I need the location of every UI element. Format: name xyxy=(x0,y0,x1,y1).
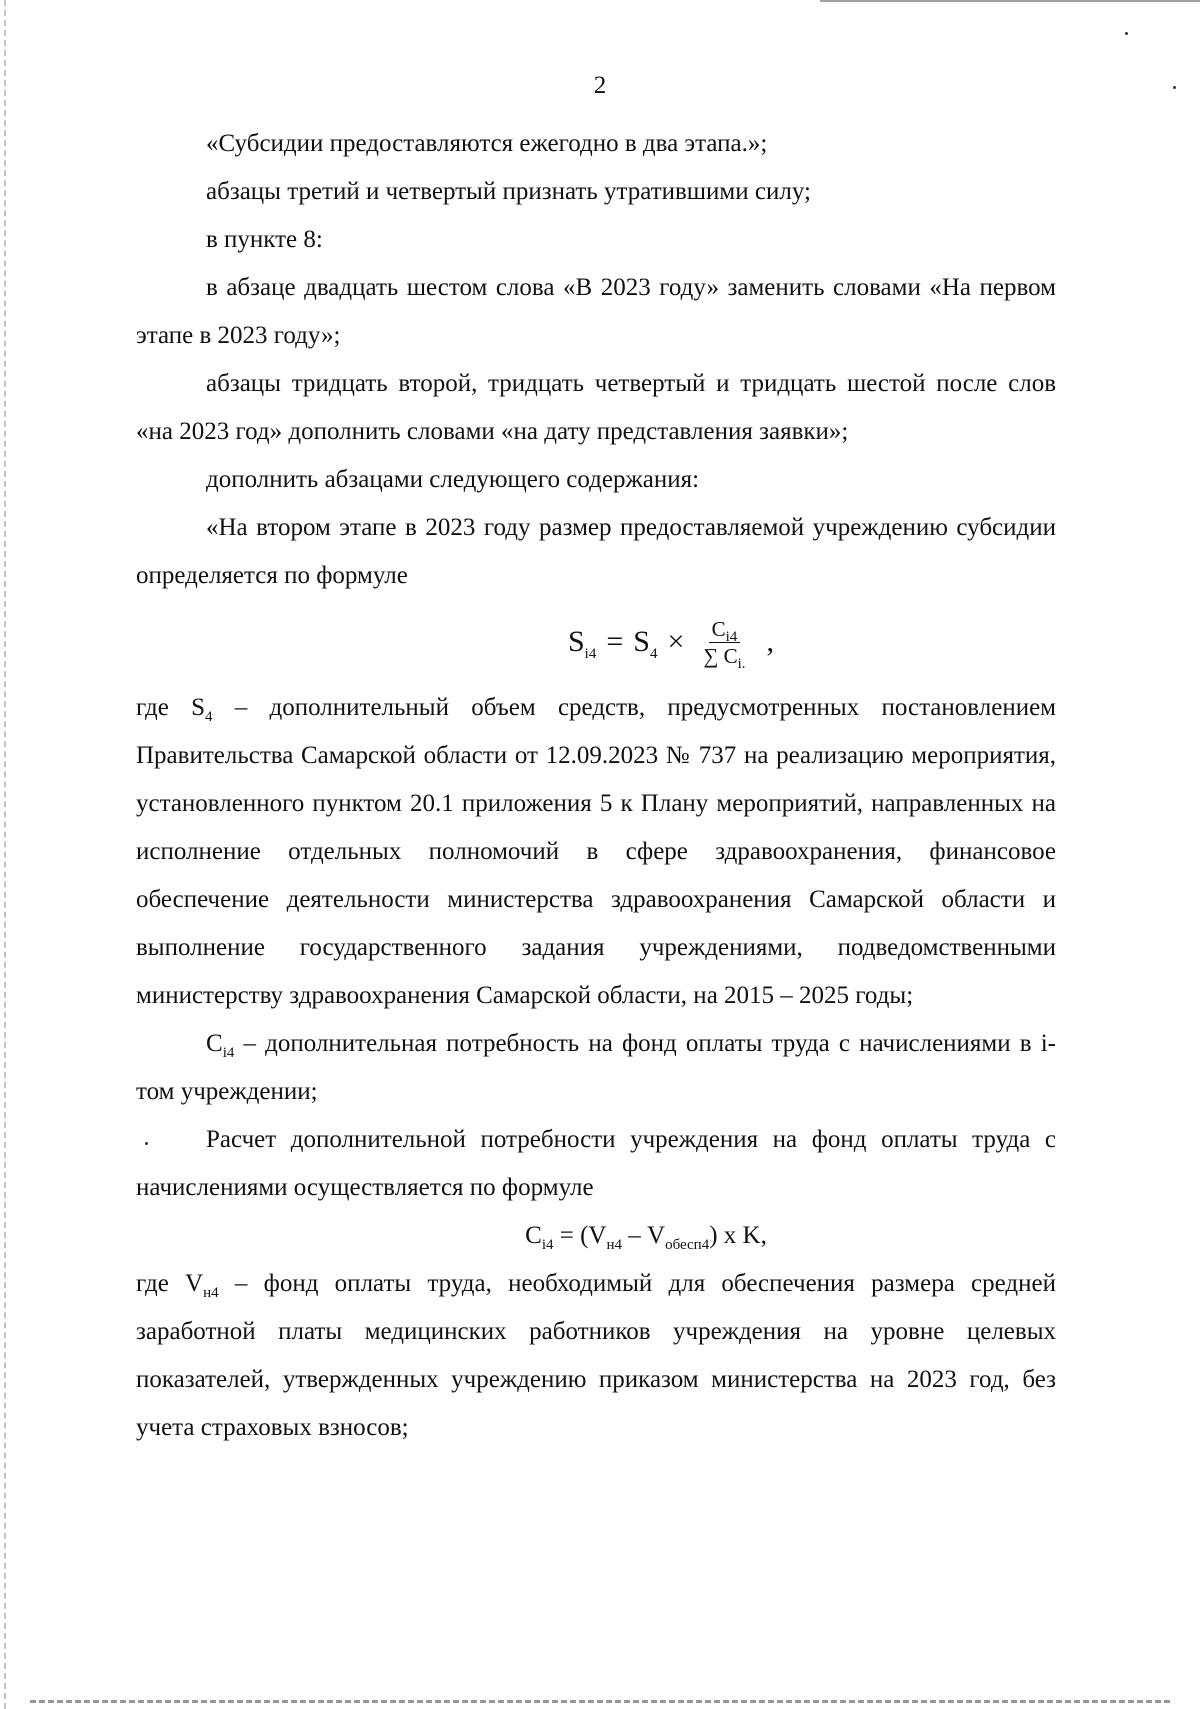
paragraph-3: в пункте 8: xyxy=(206,226,323,253)
formula-times: × xyxy=(667,625,685,658)
formula-fraction xyxy=(700,616,748,672)
paragraph-5: абзацы тридцать второй, тридцать четвертый и тридцать шестой после слов «на 2023 год» дополнить словами «на дату представления заявки»; xyxy=(136,370,1056,445)
formula-comma: , xyxy=(766,625,775,658)
formula-lhs: $S_{i4}$ xyxy=(567,625,597,662)
paragraph-8: где $S_4$ – дополнительный объем средств, предусмотренных постановлением Правительства Самарской области от 12.09.2023 № 737 на реализацию мероприятия, установленного пунктом 20.1 приложения 5 к Плану мероприятий, направленных на исполнение отдельных полномочий в сфере здравоохранения, финансовое обеспечение деятельности министерства здравоохранения Самарской области и выполнение государственного задания учреждениями, подведомственными министерству здравоохранения Самарской области, на 2015 – 2025 годы; xyxy=(136,694,1056,1009)
paragraph-11: где $V_{н4}$ – фонд оплаты труда, необходимый для обеспечения размера средней заработной платы медицинских работников учреждения на уровне целевых показателей, утвержденных учреждению приказом министерства на 2023 год, без учета страховых взносов; xyxy=(136,1270,1056,1441)
scan-edge-bottom xyxy=(30,1700,1170,1703)
scan-edge-left xyxy=(0,0,6,1709)
scan-speck xyxy=(1125,32,1128,35)
scan-edge-top xyxy=(820,0,1200,2)
paragraph-4: в абзаце двадцать шестом слова «В 2023 году» заменить словами «На первом этапе в 2023 году»; xyxy=(136,274,1056,349)
formula-equals: = xyxy=(606,625,624,658)
paragraph-6: дополнить абзацами следующего содержания: xyxy=(206,466,700,493)
formula-wage-fund: $C_{i4} = (V_{н4} - V_{обесп4})$ x K, xyxy=(525,1222,767,1253)
formula-subsidy xyxy=(136,600,1056,684)
formula-s4: $S_4$ xyxy=(633,625,658,662)
paragraph-9: $C_{i4}$ – дополнительная потребность на фонд оплаты труда с начислениями в i-том учреждении; xyxy=(136,1030,1056,1105)
document-body xyxy=(136,120,1056,1452)
paragraph-1: «Субсидии предоставляются ежегодно в два этапа.»; xyxy=(206,130,768,157)
paragraph-10: Расчет дополнительной потребности учреждения на фонд оплаты труда с начислениями осуществляется по формуле xyxy=(136,1126,1056,1201)
paragraph-7: «На втором этапе в 2023 году размер предоставляемой учреждению субсидии определяется по формуле xyxy=(136,514,1056,589)
page-number: 2 xyxy=(593,72,607,99)
fraction-numerator: $C_{i4}$ xyxy=(709,616,741,643)
fraction-denominator: ∑ $C_{i.}$ xyxy=(703,643,746,672)
paragraph-2: абзацы третий и четвертый признать утратившими силу; xyxy=(206,178,811,205)
